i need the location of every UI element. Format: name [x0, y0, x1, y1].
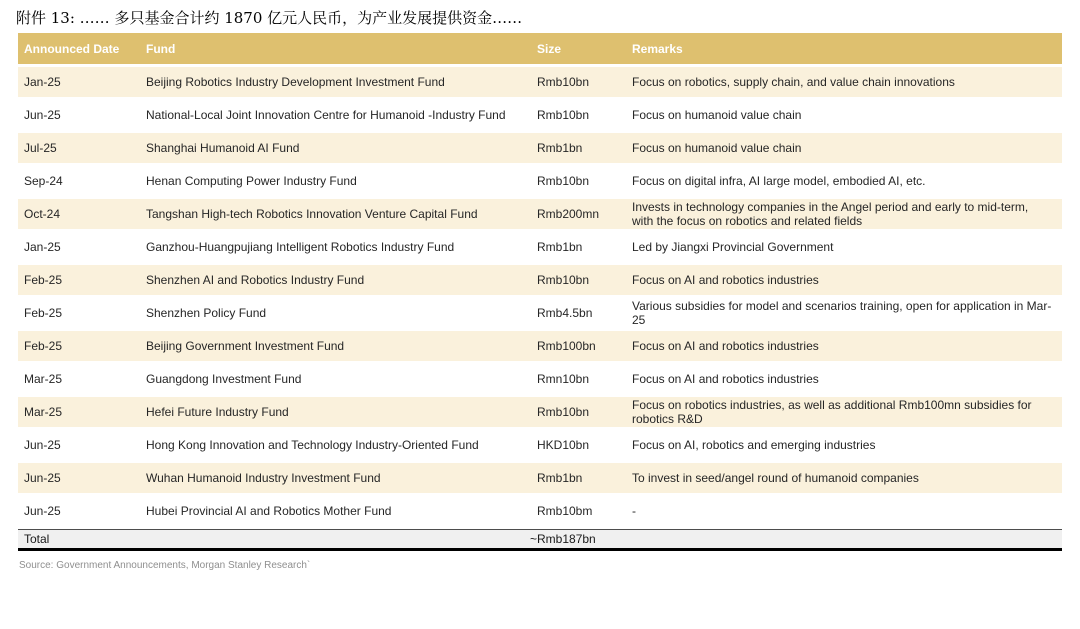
table-row	[18, 100, 1062, 133]
table-body	[18, 67, 1062, 529]
table-row	[18, 364, 1062, 397]
table-header-row	[18, 33, 1062, 67]
cell-remarks: To invest in seed/angel round of humanoid companies	[632, 471, 919, 485]
cell-announced-date: Mar-25	[24, 372, 63, 386]
cell-size: Rmb1bn	[537, 240, 583, 254]
total-label: Total	[24, 532, 50, 546]
column-header-remarks: Remarks	[632, 41, 683, 56]
cell-fund: National-Local Joint Innovation Centre for Humanoid -Industry Fund	[146, 108, 506, 122]
cell-announced-date: Feb-25	[24, 339, 63, 353]
cell-announced-date: Oct-24	[24, 207, 61, 221]
cell-announced-date: Jul-25	[24, 141, 57, 155]
total-size: ~Rmb187bn	[530, 532, 596, 546]
cell-size: Rmb1bn	[537, 471, 583, 485]
cell-fund: Shenzhen AI and Robotics Industry Fund	[146, 273, 365, 287]
cell-announced-date: Jan-25	[24, 75, 61, 89]
cell-size: Rmb200mn	[537, 207, 600, 221]
table-row	[18, 463, 1062, 496]
table-row	[18, 166, 1062, 199]
cell-fund: Beijing Robotics Industry Development Investment Fund	[146, 75, 445, 89]
cell-size: Rmb10bn	[537, 75, 590, 89]
cell-announced-date: Mar-25	[24, 405, 63, 419]
cell-remarks: Focus on digital infra, AI large model, embodied AI, etc.	[632, 174, 926, 188]
cell-announced-date: Feb-25	[24, 306, 63, 320]
table-row	[18, 232, 1062, 265]
table-row	[18, 298, 1062, 331]
cell-remarks: -	[632, 504, 636, 518]
cell-remarks: Invests in technology companies in the Angel period and early to mid-term, with the focus on robotics and related fields	[632, 200, 1029, 228]
cell-fund: Henan Computing Power Industry Fund	[146, 174, 357, 188]
cell-announced-date: Sep-24	[24, 174, 63, 188]
cell-fund: Tangshan High-tech Robotics Innovation Venture Capital Fund	[146, 207, 478, 221]
cell-fund: Hefei Future Industry Fund	[146, 405, 289, 419]
cell-announced-date: Feb-25	[24, 273, 63, 287]
total-spacer	[140, 530, 530, 548]
cell-remarks: Focus on AI and robotics industries	[632, 339, 819, 353]
cell-fund: Hong Kong Innovation and Technology Industry-Oriented Fund	[146, 438, 479, 452]
cell-remarks: Focus on humanoid value chain	[632, 108, 802, 122]
cell-fund: Hubei Provincial AI and Robotics Mother Fund	[146, 504, 392, 518]
column-header-announced-date: Announced Date	[24, 41, 120, 56]
cell-size: HKD10bn	[537, 438, 590, 452]
column-header-fund: Fund	[146, 41, 176, 56]
cell-announced-date: Jun-25	[24, 471, 61, 485]
cell-size: Rmb10bn	[537, 273, 590, 287]
cell-announced-date: Jun-25	[24, 504, 61, 518]
cell-size: Rmn10bn	[537, 372, 590, 386]
cell-remarks: Focus on AI, robotics and emerging industries	[632, 438, 876, 452]
cell-remarks: Focus on AI and robotics industries	[632, 372, 819, 386]
cell-fund: Shenzhen Policy Fund	[146, 306, 267, 320]
total-remarks-spacer	[625, 530, 1062, 548]
table-row	[18, 199, 1062, 232]
cell-size: Rmb10bn	[537, 108, 590, 122]
table-row	[18, 430, 1062, 463]
cell-fund: Guangdong Investment Fund	[146, 372, 302, 386]
cell-fund: Beijing Government Investment Fund	[146, 339, 345, 353]
column-header-size: Size	[537, 41, 562, 56]
table-row	[18, 397, 1062, 430]
cell-announced-date: Jun-25	[24, 438, 61, 452]
cell-size: Rmb10bn	[537, 174, 590, 188]
cell-size: Rmb1bn	[537, 141, 583, 155]
total-row	[18, 529, 1062, 551]
cell-fund: Ganzhou-Huangpujiang Intelligent Robotics Industry Fund	[146, 240, 455, 254]
cell-remarks: Focus on robotics industries, as well as additional Rmb100mn subsidies for robotics R&D	[632, 398, 1032, 426]
cell-size: Rmb4.5bn	[537, 306, 593, 320]
cell-remarks: Focus on humanoid value chain	[632, 141, 802, 155]
table-row	[18, 331, 1062, 364]
page-title: 附件 13: …… 多只基金合计约 1870 亿元人民币，为产业发展提供资金……	[16, 9, 523, 27]
cell-size: Rmb10bm	[537, 504, 593, 518]
cell-announced-date: Jan-25	[24, 240, 61, 254]
cell-remarks: Led by Jiangxi Provincial Government	[632, 240, 834, 254]
cell-remarks: Focus on AI and robotics industries	[632, 273, 819, 287]
cell-size: Rmb10bn	[537, 405, 590, 419]
cell-size: Rmb100bn	[537, 339, 596, 353]
cell-fund: Wuhan Humanoid Industry Investment Fund	[146, 471, 381, 485]
table-row	[18, 133, 1062, 166]
source-note: Source: Government Announcements, Morgan Stanley Research`	[19, 560, 311, 571]
funds-table	[18, 33, 1062, 551]
cell-fund: Shanghai Humanoid AI Fund	[146, 141, 300, 155]
cell-remarks: Various subsidies for model and scenarios training, open for application in Mar-25	[632, 299, 1052, 327]
table-row	[18, 67, 1062, 100]
table-row	[18, 496, 1062, 529]
cell-remarks: Focus on robotics, supply chain, and value chain innovations	[632, 75, 955, 89]
cell-announced-date: Jun-25	[24, 108, 61, 122]
table-row	[18, 265, 1062, 298]
